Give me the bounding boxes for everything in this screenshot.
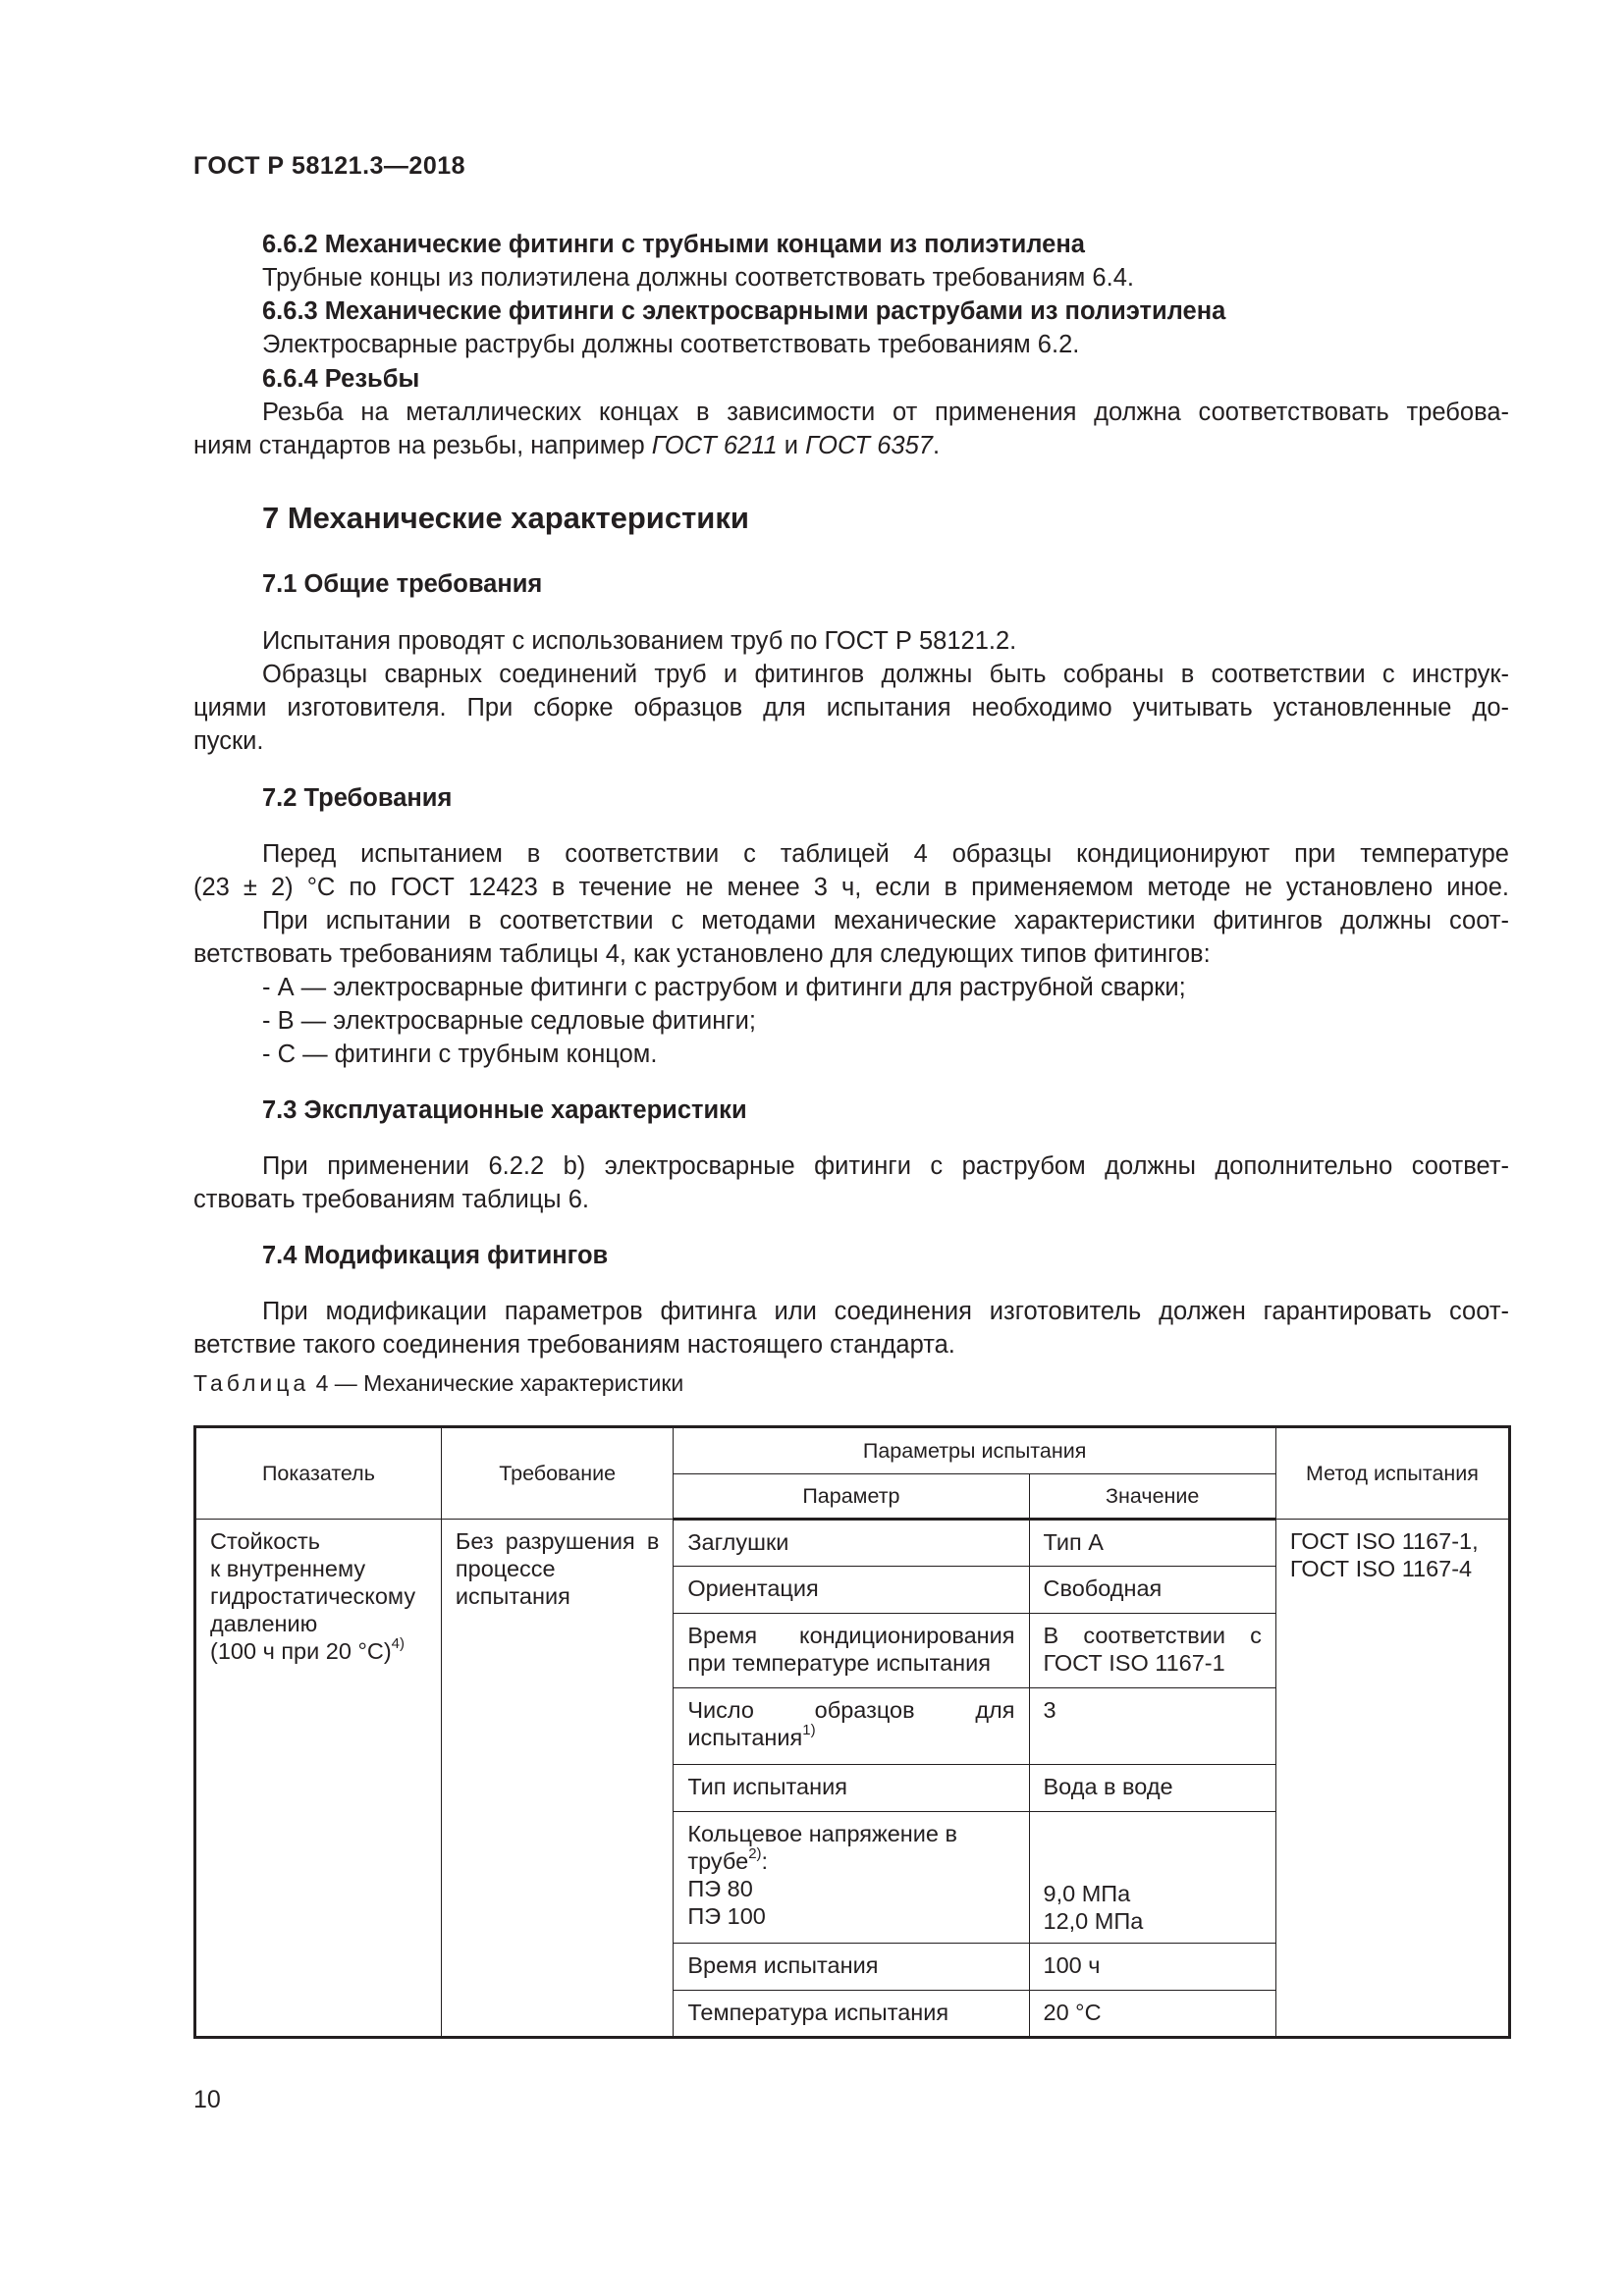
document-code: ГОСТ Р 58121.3—2018 xyxy=(193,152,466,180)
header-parameter: Параметр xyxy=(674,1474,1029,1520)
table-row xyxy=(195,1520,1510,1567)
heading-6-6-4: 6.6.4 Резьбы xyxy=(262,365,420,393)
paragraph-6-6-3: Электросварные раструбы должны соответствовать требованиям 6.2. xyxy=(262,331,1080,358)
heading-6-6-2: 6.6.2 Механические фитинги с трубными концами из полиэтилена xyxy=(262,231,1085,258)
paragraph-7-4-line-1: При модификации параметров фитинга или соединения изготовитель должен гарантировать соот- xyxy=(262,1298,1509,1325)
paragraph-7-2-p1-line-1: Перед испытанием в соответствии с таблицей 4 образцы кондиционируют при температуре xyxy=(262,840,1509,868)
cell-parameter: Время кондиционирования при температуре испытания xyxy=(674,1614,1029,1688)
paragraph-7-2-p1-line-2: (23 ± 2) °С по ГОСТ 12423 в течение не менее 3 ч, если в применяемом методе не установлено иное. xyxy=(193,874,1509,901)
paragraph-7-4-line-2: ветствие такого соединения требованиям настоящего стандарта. xyxy=(193,1331,955,1359)
mechanical-characteristics-table xyxy=(193,1425,1511,2039)
paragraph-7-1-p2-line-3: пуски. xyxy=(193,727,264,755)
paragraph-7-3-line-1: При применении 6.2.2 b) электросварные фитинги с раструбом должны дополнительно соответ- xyxy=(262,1152,1509,1180)
cell-value: Свободная xyxy=(1029,1567,1275,1614)
cell-value: В соответствии с ГОСТ ISO 1167-1 xyxy=(1029,1614,1275,1688)
cell-value: Тип А xyxy=(1029,1520,1275,1567)
paragraph-6-6-4-line-1: Резьба на металлических концах в зависимости от применения должна соответствовать требова- xyxy=(262,399,1509,426)
cell-parameter: Температура испытания xyxy=(674,1991,1029,2038)
cell-parameter: Заглушки xyxy=(674,1520,1029,1567)
paragraph-7-1-p1: Испытания проводят с использованием труб по ГОСТ Р 58121.2. xyxy=(262,627,1017,655)
table-caption: Таблица 4 — Механические характеристики xyxy=(193,1370,684,1396)
cell-requirement: Без разрушения в процессе испытания xyxy=(441,1520,673,2038)
header-requirement: Требование xyxy=(441,1427,673,1520)
reference-gost-6211: ГОСТ 6211 xyxy=(651,432,778,459)
header-test-method: Метод испытания xyxy=(1275,1427,1509,1520)
heading-7-1: 7.1 Общие требования xyxy=(262,570,543,598)
heading-7-4: 7.4 Модификация фитингов xyxy=(262,1242,609,1269)
footnote-ref-2: 2) xyxy=(748,1845,762,1863)
page-number: 10 xyxy=(193,2086,221,2113)
header-indicator: Показатель xyxy=(195,1427,442,1520)
cell-value: 3 xyxy=(1029,1688,1275,1765)
cell-test-method: ГОСТ ISO 1167-1, ГОСТ ISO 1167-4 xyxy=(1275,1520,1509,2038)
paragraph-7-2-p2-line-1: При испытании в соответствии с методами механические характеристики фитингов должны соот- xyxy=(262,907,1509,934)
footnote-ref-1: 1) xyxy=(802,1722,816,1739)
cell-value: 9,0 МПа 12,0 МПа xyxy=(1029,1812,1275,1944)
heading-7: 7 Механические характеристики xyxy=(262,501,749,535)
cell-indicator: Стойкость к внутреннему гидростатическому давлению (100 ч при 20 °С)$^{4)}$ xyxy=(195,1520,442,2038)
heading-6-6-3: 6.6.3 Механические фитинги с электросварными раструбами из полиэтилена xyxy=(262,297,1226,325)
header-value: Значение xyxy=(1029,1474,1275,1520)
heading-7-2: 7.2 Требования xyxy=(262,784,453,812)
paragraph-7-2-p2-line-2: ветствовать требованиям таблицы 4, как установлено для следующих типов фитингов: xyxy=(193,940,1211,968)
cell-parameter: Тип испытания xyxy=(674,1765,1029,1812)
cell-parameter: Кольцевое напряжение в трубе$^{2)}$: ПЭ 80 ПЭ 100 xyxy=(674,1812,1029,1944)
paragraph-6-6-4-line-2: ниям стандартов на резьбы, например ГОСТ 6211 и ГОСТ 6357. xyxy=(193,432,941,459)
paragraph-6-6-2: Трубные концы из полиэтилена должны соответствовать требованиям 6.4. xyxy=(262,264,1134,292)
reference-gost-6357: ГОСТ 6357 xyxy=(805,432,933,459)
cell-value: 100 ч xyxy=(1029,1944,1275,1991)
heading-7-3: 7.3 Эксплуатационные характеристики xyxy=(262,1096,747,1124)
footnote-ref-4: 4) xyxy=(391,1635,405,1653)
paragraph-7-3-line-2: ствовать требованиям таблицы 6. xyxy=(193,1186,589,1213)
paragraph-7-1-p2-line-1: Образцы сварных соединений труб и фитингов должны быть собраны в соответствии с инструк- xyxy=(262,661,1509,688)
cell-parameter: Ориентация xyxy=(674,1567,1029,1614)
cell-parameter: Число образцов для испытания$^{1)}$ xyxy=(674,1688,1029,1765)
header-test-parameters: Параметры испытания xyxy=(674,1427,1276,1474)
cell-value: Вода в воде xyxy=(1029,1765,1275,1812)
list-item-type-b: - В — электросварные седловые фитинги; xyxy=(262,1007,756,1035)
cell-value: 20 °С xyxy=(1029,1991,1275,2038)
cell-parameter: Время испытания xyxy=(674,1944,1029,1991)
list-item-type-c: - С — фитинги с трубным концом. xyxy=(262,1041,658,1068)
paragraph-7-1-p2-line-2: циями изготовителя. При сборке образцов для испытания необходимо учитывать установленные до- xyxy=(193,694,1509,721)
list-item-type-a: - А — электросварные фитинги с раструбом и фитинги для раструбной сварки; xyxy=(262,974,1186,1001)
